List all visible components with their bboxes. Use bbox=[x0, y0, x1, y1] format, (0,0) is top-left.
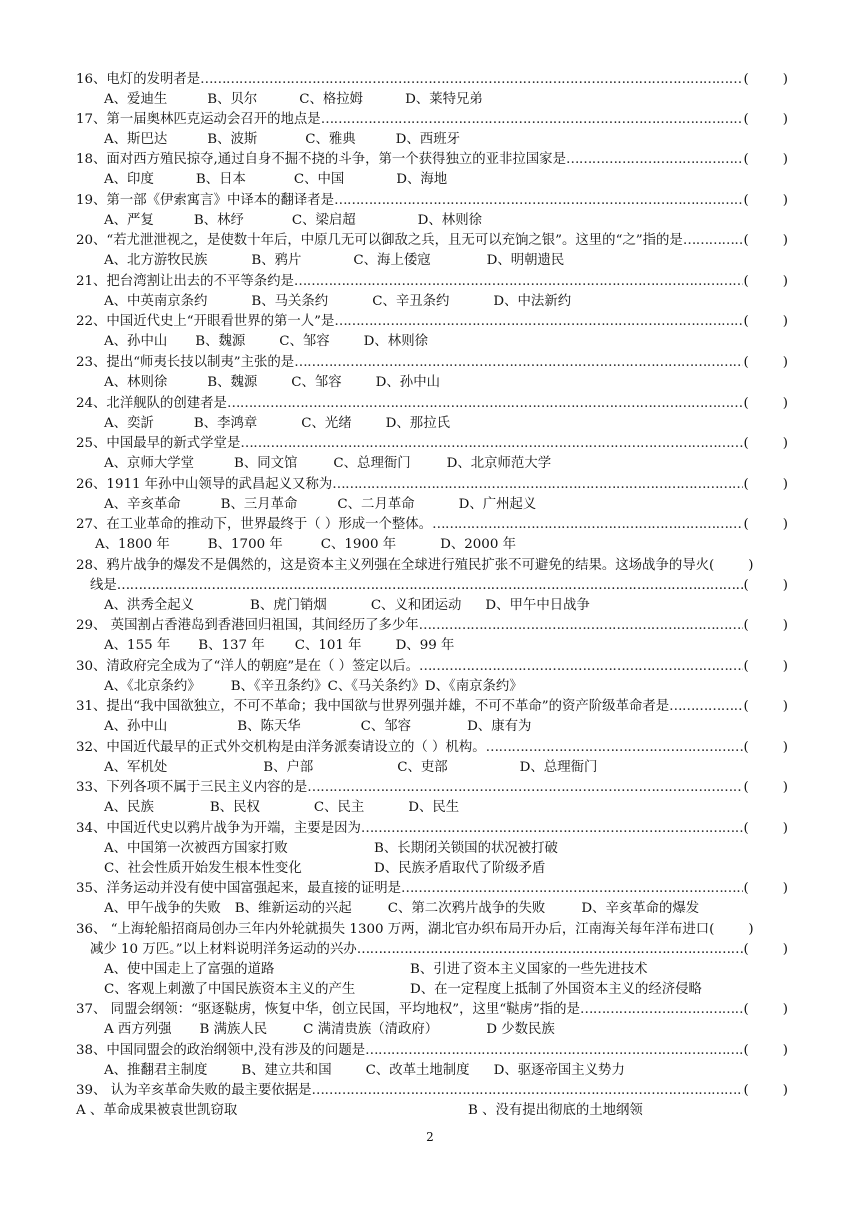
question-stem bbox=[76, 312, 788, 332]
leader-dots bbox=[117, 576, 744, 596]
question-text: 22、中国近代史上“开眼看世界的第一人”是 bbox=[76, 314, 335, 329]
leader-dots bbox=[357, 940, 744, 960]
option-row bbox=[76, 960, 788, 980]
question-stem bbox=[76, 657, 788, 677]
option-row bbox=[76, 90, 788, 110]
option: B、1700 年 bbox=[207, 537, 283, 552]
option-row bbox=[76, 758, 788, 778]
option: A、1800 年 bbox=[95, 537, 170, 552]
question-stem bbox=[76, 697, 788, 717]
option: C、雅典 bbox=[305, 132, 356, 147]
question-28 bbox=[76, 556, 788, 616]
option: A、甲午战争的失败 bbox=[104, 901, 221, 916]
question-31 bbox=[76, 697, 788, 737]
question-36 bbox=[76, 920, 788, 1000]
question-stem bbox=[76, 150, 788, 170]
option: C、民主 bbox=[313, 800, 365, 815]
question-text: 35、洋务运动并没有使中国富强起来，最直接的证明是 bbox=[76, 881, 402, 896]
question-stem bbox=[76, 231, 788, 251]
option: C、中国 bbox=[293, 172, 345, 187]
option: D、民族矛盾取代了阶级矛盾 bbox=[374, 861, 546, 876]
option: A、使中国走上了富强的道路 bbox=[104, 962, 275, 977]
option-row bbox=[76, 373, 788, 393]
leader-dots bbox=[669, 697, 743, 717]
option-row bbox=[76, 899, 788, 919]
question-23 bbox=[76, 353, 788, 393]
option: C、邹容 bbox=[279, 334, 330, 349]
option: A、斯巴达 bbox=[104, 132, 168, 147]
option: C、邹容 bbox=[360, 719, 412, 734]
question-39 bbox=[76, 1081, 788, 1121]
option: A、《北京条约》 bbox=[104, 679, 201, 694]
question-stem bbox=[76, 879, 788, 899]
answer-blank: ( ) bbox=[743, 72, 788, 87]
option: A、奕訢 bbox=[104, 416, 154, 431]
question-stem bbox=[76, 70, 788, 90]
option-row bbox=[76, 1101, 788, 1121]
question-stem-continued bbox=[76, 576, 788, 596]
option: D、驱逐帝国主义势力 bbox=[493, 1063, 625, 1078]
option-row bbox=[76, 414, 788, 434]
question-19 bbox=[76, 191, 788, 231]
option: D、99 年 bbox=[395, 638, 455, 653]
question-text: 36、 “上海轮船招商局创办三年内外轮就损失 1300 万两，湖北官办织布局开办后，江南海关每年洋布进口 bbox=[76, 922, 710, 937]
answer-blank: ( ) bbox=[743, 942, 788, 957]
question-34 bbox=[76, 819, 788, 879]
option: C、第二次鸦片战争的失败 bbox=[387, 901, 546, 916]
question-stem bbox=[76, 515, 788, 535]
option: C、改革土地制度 bbox=[365, 1063, 470, 1078]
option: B、民权 bbox=[209, 800, 260, 815]
leader-dots bbox=[334, 191, 743, 211]
option: D、总理衙门 bbox=[519, 760, 598, 775]
question-29 bbox=[76, 616, 788, 656]
question-33 bbox=[76, 778, 788, 818]
question-30 bbox=[76, 657, 788, 697]
option: D、孙中山 bbox=[375, 375, 440, 390]
leader-dots bbox=[419, 657, 744, 677]
option: A、中英南京条约 bbox=[104, 294, 208, 309]
option: B、马关条约 bbox=[251, 294, 329, 309]
question-stem bbox=[76, 556, 788, 576]
answer-blank: ( ) bbox=[743, 233, 788, 248]
option: C、梁启超 bbox=[291, 213, 356, 228]
option: B、长期闭关锁国的状况被打破 bbox=[374, 841, 558, 856]
question-text: 29、 英国割占香港岛到香港回归祖国，其间经历了多少年 bbox=[76, 618, 419, 633]
leader-dots bbox=[227, 394, 744, 414]
answer-blank: ( ) bbox=[743, 436, 788, 451]
option: B、建立共和国 bbox=[241, 1063, 332, 1078]
leader-dots bbox=[294, 353, 743, 373]
option: A、军机处 bbox=[104, 760, 168, 775]
option: A、严复 bbox=[104, 213, 154, 228]
option: B、魏源 bbox=[207, 375, 258, 390]
question-text: 39、 认为辛亥革命失败的最主要依据是 bbox=[76, 1083, 312, 1098]
leader-dots bbox=[683, 231, 744, 251]
question-stem bbox=[76, 1000, 788, 1020]
question-stem bbox=[76, 110, 788, 130]
option: B、虎门销烟 bbox=[250, 598, 327, 613]
question-32 bbox=[76, 738, 788, 778]
leader-dots bbox=[200, 70, 743, 90]
option: B 、没有提出彻底的土地纲领 bbox=[468, 1103, 643, 1118]
option: C、义和团运动 bbox=[370, 598, 462, 613]
option-row bbox=[76, 677, 788, 697]
question-37 bbox=[76, 1000, 788, 1040]
answer-blank: ( ) bbox=[743, 152, 788, 167]
option: C、邹容 bbox=[291, 375, 342, 390]
option: C、吏部 bbox=[397, 760, 448, 775]
option: B、鸦片 bbox=[251, 253, 302, 268]
answer-blank: ( ) bbox=[743, 355, 788, 370]
option: D、明朝遗民 bbox=[486, 253, 565, 268]
option-row bbox=[76, 251, 788, 271]
option: B、李鸿章 bbox=[193, 416, 258, 431]
answer-blank: ( ) bbox=[743, 396, 788, 411]
question-stem bbox=[76, 434, 788, 454]
option: D、中法新约 bbox=[493, 294, 572, 309]
option: D、海地 bbox=[396, 172, 448, 187]
question-text: 18、面对西方殖民掠夺,通过自身不掘不挠的斗争，第一个获得独立的亚非拉国家是 bbox=[76, 152, 566, 167]
answer-blank: ( ) bbox=[709, 922, 754, 937]
question-text: 30、清政府完全成为了“洋人的朝庭”是在（ ）签定以后。 bbox=[76, 659, 419, 674]
option: C、客观上刺激了中国民族资本主义的产生 bbox=[104, 982, 356, 997]
option-row bbox=[76, 596, 788, 616]
option-row bbox=[76, 798, 788, 818]
option: B、魏源 bbox=[195, 334, 246, 349]
question-stem bbox=[76, 819, 788, 839]
answer-blank: ( ) bbox=[743, 578, 788, 593]
question-text: 27、在工业革命的推动下，世界最终于（ ）形成一个整体。 bbox=[76, 517, 433, 532]
answer-blank: ( ) bbox=[743, 659, 788, 674]
option-row bbox=[76, 1061, 788, 1081]
option: B、同文馆 bbox=[234, 456, 298, 471]
option: B、日本 bbox=[195, 172, 246, 187]
question-text: 20、“若尤泄泄视之，是使数十年后，中原几无可以御敌之兵，且无可以充饷之银”。这里的“之”指的是 bbox=[76, 233, 683, 248]
option: C、辛丑条约 bbox=[372, 294, 450, 309]
option-row bbox=[76, 535, 788, 555]
leader-dots bbox=[361, 819, 744, 839]
option-row bbox=[76, 859, 788, 879]
leader-dots bbox=[334, 312, 743, 332]
question-22 bbox=[76, 312, 788, 352]
answer-blank: ( ) bbox=[743, 1083, 788, 1098]
option: D、在一定程度上抵制了外国资本主义的经济侵略 bbox=[410, 982, 702, 997]
leader-dots bbox=[486, 738, 744, 758]
option: D 少数民族 bbox=[486, 1022, 555, 1037]
question-stem-continued bbox=[76, 940, 788, 960]
option: A、中国第一次被西方国家打败 bbox=[104, 841, 288, 856]
option-row bbox=[76, 292, 788, 312]
page-number: 2 bbox=[426, 1130, 434, 1144]
option: D、林则徐 bbox=[417, 213, 482, 228]
question-text: 28、鸦片战争的爆发不是偶然的，这是资本主义列强在全球进行殖民扩张不可避免的结果。这场战争的导火 bbox=[76, 558, 710, 573]
option: B 满族人民 bbox=[199, 1022, 268, 1037]
option-row bbox=[76, 839, 788, 859]
option: B、137 年 bbox=[198, 638, 265, 653]
option: A、印度 bbox=[104, 172, 154, 187]
option: D、2000 年 bbox=[440, 537, 516, 552]
question-27 bbox=[76, 515, 788, 555]
answer-blank: ( ) bbox=[743, 1002, 788, 1017]
question-text: 减少 10 万匹。”以上材料说明洋务运动的兴办 bbox=[90, 942, 357, 957]
option: D、那拉氏 bbox=[385, 416, 450, 431]
answer-blank: ( ) bbox=[743, 881, 788, 896]
question-text: 16、电灯的发明者是 bbox=[76, 72, 201, 87]
option: C、社会性质开始发生根本性变化 bbox=[104, 861, 302, 876]
question-text: 26、1911 年孙中山领导的武昌起义又称为 bbox=[76, 477, 333, 492]
option: B、贝尔 bbox=[207, 92, 258, 107]
option: A 、革命成果被袁世凯窃取 bbox=[76, 1103, 238, 1118]
leader-dots bbox=[332, 475, 743, 495]
leader-dots bbox=[365, 1041, 743, 1061]
question-text: 32、中国近代最早的正式外交机构是由洋务派奏请设立的（ ）机构。 bbox=[76, 740, 486, 755]
option: A、民族 bbox=[104, 800, 154, 815]
option-row bbox=[76, 636, 788, 656]
option: A、爱迪生 bbox=[104, 92, 168, 107]
option: A、155 年 bbox=[104, 638, 171, 653]
leader-dots bbox=[401, 879, 743, 899]
option: A、北方游牧民族 bbox=[104, 253, 208, 268]
leader-dots bbox=[432, 515, 743, 535]
question-text: 19、第一部《伊索寓言》中译本的翻译者是 bbox=[76, 193, 335, 208]
question-21 bbox=[76, 272, 788, 312]
option: A、辛亥革命 bbox=[104, 497, 181, 512]
question-35 bbox=[76, 879, 788, 919]
option-row bbox=[76, 454, 788, 474]
option: C、格拉姆 bbox=[299, 92, 364, 107]
answer-blank: ( ) bbox=[743, 274, 788, 289]
option: D、甲午中日战争 bbox=[485, 598, 590, 613]
question-text: 24、北洋舰队的创建者是 bbox=[76, 396, 227, 411]
option: B、林纾 bbox=[193, 213, 244, 228]
option-row bbox=[76, 211, 788, 231]
option: C、光绪 bbox=[301, 416, 352, 431]
question-text: 23、提出“师夷长技以制夷”主张的是 bbox=[76, 355, 295, 370]
answer-blank: ( ) bbox=[743, 699, 788, 714]
leader-dots bbox=[566, 150, 744, 170]
question-text: 34、中国近代史以鸦片战争为开端，主要是因为 bbox=[76, 821, 361, 836]
leader-dots bbox=[240, 434, 743, 454]
option: D、辛亥革命的爆发 bbox=[581, 901, 700, 916]
question-stem bbox=[76, 475, 788, 495]
question-16 bbox=[76, 70, 788, 110]
question-stem bbox=[76, 272, 788, 292]
option: A、林则徐 bbox=[104, 375, 168, 390]
answer-blank: ( ) bbox=[743, 193, 788, 208]
option: C 满清贵族（清政府） bbox=[303, 1022, 439, 1037]
option: B、引进了资本主义国家的一些先进技术 bbox=[410, 962, 648, 977]
question-stem bbox=[76, 1081, 788, 1101]
option: B、户部 bbox=[263, 760, 314, 775]
option: B、三月革命 bbox=[220, 497, 298, 512]
leader-dots bbox=[312, 1081, 744, 1101]
option: D、广州起义 bbox=[458, 497, 537, 512]
leader-dots bbox=[580, 1000, 744, 1020]
answer-blank: ( ) bbox=[743, 477, 788, 492]
question-text: 37、 同盟会纲领：“驱逐鞑虏，恢复中华，创立民国，平均地权”，这里“鞑虏”指的是 bbox=[76, 1002, 580, 1017]
option: D、西班牙 bbox=[395, 132, 460, 147]
option-row bbox=[76, 332, 788, 352]
question-stem bbox=[76, 920, 788, 940]
option: C、总理衙门 bbox=[333, 456, 411, 471]
option: C、101 年 bbox=[294, 638, 362, 653]
option: C、二月革命 bbox=[337, 497, 415, 512]
question-stem bbox=[76, 191, 788, 211]
question-stem bbox=[76, 738, 788, 758]
leader-dots bbox=[307, 778, 743, 798]
answer-blank: ( ) bbox=[743, 821, 788, 836]
question-18 bbox=[76, 150, 788, 190]
option: C、海上倭寇 bbox=[353, 253, 431, 268]
option-row bbox=[76, 495, 788, 515]
option: B、陈天华 bbox=[237, 719, 301, 734]
option: A、孙中山 bbox=[104, 334, 168, 349]
option: D、莱特兄弟 bbox=[405, 92, 483, 107]
answer-blank: ( ) bbox=[743, 314, 788, 329]
option-row bbox=[76, 170, 788, 190]
option: A、洪秀全起义 bbox=[104, 598, 195, 613]
option-row bbox=[76, 130, 788, 150]
option: A、京师大学堂 bbox=[104, 456, 195, 471]
option: B、维新运动的兴起 bbox=[234, 901, 352, 916]
answer-blank: ( ) bbox=[743, 780, 788, 795]
question-stem bbox=[76, 394, 788, 414]
question-25 bbox=[76, 434, 788, 474]
option: D、民生 bbox=[408, 800, 460, 815]
question-text: 38、中国同盟会的政治纲领中,没有涉及的问题是 bbox=[76, 1043, 366, 1058]
question-text: 33、下列各项不属于三民主义内容的是 bbox=[76, 780, 308, 795]
question-text: 21、把台湾割让出去的不平等条约是 bbox=[76, 274, 294, 289]
option: B、波斯 bbox=[207, 132, 258, 147]
question-stem bbox=[76, 1041, 788, 1061]
question-24 bbox=[76, 394, 788, 434]
question-38 bbox=[76, 1041, 788, 1081]
question-26 bbox=[76, 475, 788, 515]
option: D、北京师范大学 bbox=[446, 456, 552, 471]
option-row bbox=[76, 980, 788, 1000]
question-17 bbox=[76, 110, 788, 150]
option-row bbox=[76, 1020, 788, 1040]
question-stem bbox=[76, 353, 788, 373]
leader-dots bbox=[321, 110, 744, 130]
answer-blank: ( ) bbox=[709, 558, 754, 573]
option: D、康有为 bbox=[467, 719, 532, 734]
question-stem bbox=[76, 616, 788, 636]
option: A、推翻君主制度 bbox=[104, 1063, 208, 1078]
answer-blank: ( ) bbox=[743, 1043, 788, 1058]
answer-blank: ( ) bbox=[743, 618, 788, 633]
leader-dots bbox=[419, 616, 744, 636]
question-text: 25、中国最早的新式学堂是 bbox=[76, 436, 241, 451]
option-row bbox=[76, 717, 788, 737]
option: A、孙中山 bbox=[104, 719, 168, 734]
question-text: 31、提出“我中国欲独立，不可不革命；我中国欲与世界列强并雄，不可不革命”的资产阶级革命者是 bbox=[76, 699, 670, 714]
answer-blank: ( ) bbox=[743, 740, 788, 755]
option: C、1900 年 bbox=[320, 537, 397, 552]
option: D、林则徐 bbox=[363, 334, 428, 349]
leader-dots bbox=[294, 272, 744, 292]
answer-blank: ( ) bbox=[743, 112, 788, 127]
question-20 bbox=[76, 231, 788, 271]
question-text: 线是 bbox=[90, 578, 117, 593]
option: B、《辛丑条约》C、《马关条约》D、《南京条约》 bbox=[230, 679, 523, 694]
answer-blank: ( ) bbox=[743, 517, 788, 532]
option: A 西方列强 bbox=[104, 1022, 172, 1037]
question-stem bbox=[76, 778, 788, 798]
question-text: 17、第一届奥林匹克运动会召开的地点是 bbox=[76, 112, 321, 127]
